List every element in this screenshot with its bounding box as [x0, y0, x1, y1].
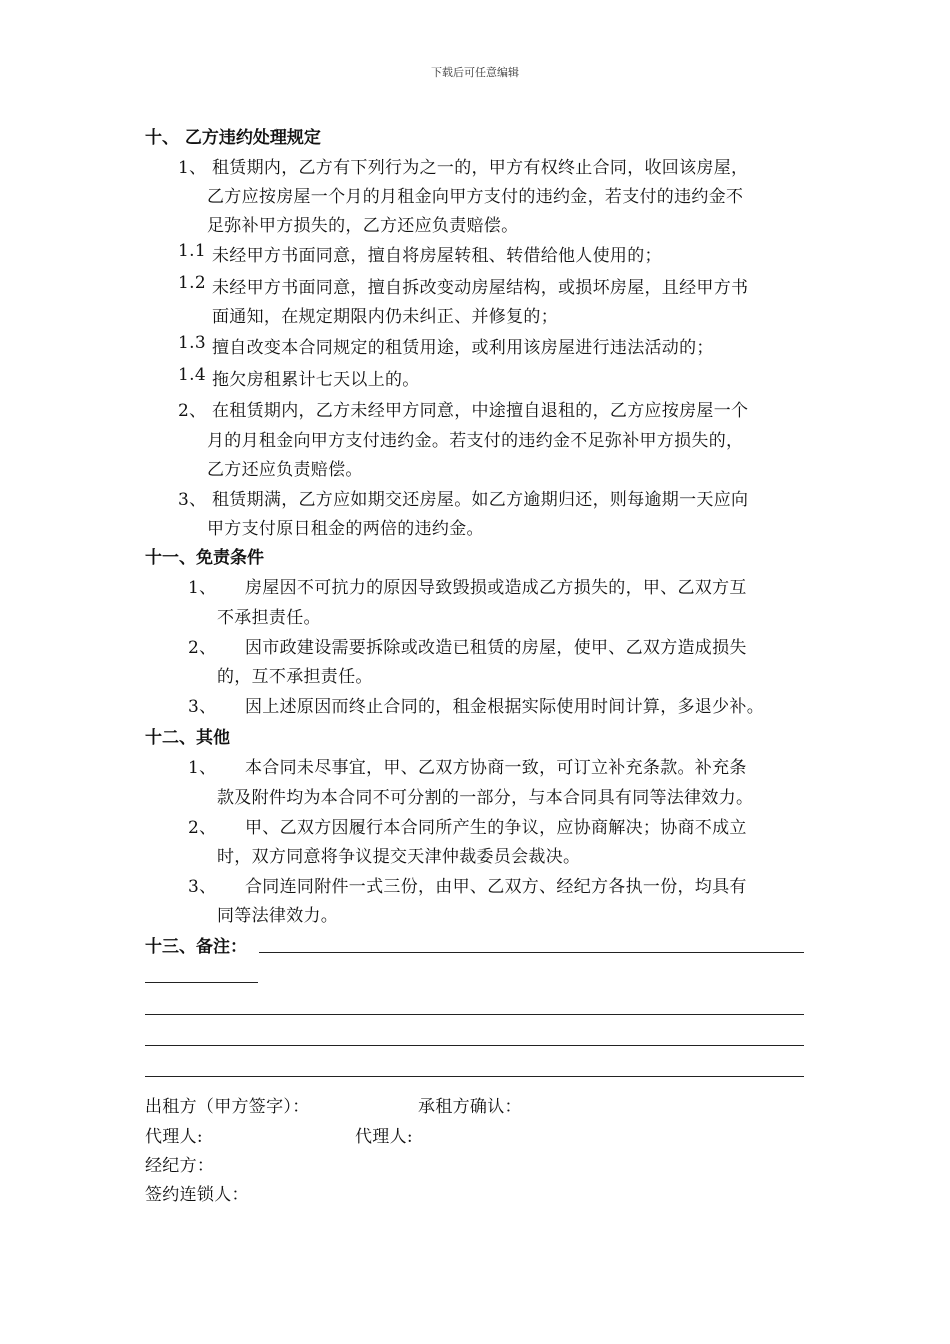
s10-item2-line3: 乙方还应负责赔偿。 [207, 460, 363, 480]
s10-item1-line2: 乙方应按房屋一个月的月租金向甲方支付的违约金，若支付的违约金不 [207, 187, 744, 207]
s10-item3-number: 3、 [178, 490, 207, 510]
remarks-underline-3 [145, 1014, 804, 1015]
s10-item3-line1: 租赁期满，乙方应如期交还房屋。如乙方逾期归还，则每逾期一天应向 [212, 490, 749, 510]
remarks-underline-1 [259, 952, 804, 953]
s11-item2-number: 2、 [188, 638, 217, 658]
section-13-title: 十三、备注： [145, 937, 247, 957]
remarks-underline-2 [145, 982, 258, 983]
s11-item3-line1: 因上述原因而终止合同的，租金根据实际使用时间计算，多退少补。 [245, 697, 764, 717]
s12-item1-number: 1、 [188, 758, 217, 778]
lessor-signature-label: 出租方（甲方签字）： [145, 1097, 310, 1117]
s10-sub12-line1: 未经甲方书面同意，擅自拆改变动房屋结构，或损坏房屋，且经甲方书 [212, 278, 749, 298]
section-11-title: 十一、免责条件 [145, 548, 264, 568]
s10-item1-line3: 足弥补甲方损失的，乙方还应负责赔偿。 [207, 216, 519, 236]
s11-item1-line2: 不承担责任。 [217, 608, 321, 628]
s10-item2-line2: 月的月租金向甲方支付违约金。若支付的违约金不足弥补甲方损失的， [207, 431, 744, 451]
s10-sub13-line1: 擅自改变本合同规定的租赁用途，或利用该房屋进行违法活动的； [212, 338, 714, 358]
s10-item2-line1: 在租赁期内，乙方未经甲方同意，中途擅自退租的，乙方应按房屋一个 [212, 401, 749, 421]
s12-item1-line1: 本合同未尽事宜，甲、乙双方协商一致，可订立补充条款。补充条 [245, 758, 747, 778]
s10-sub14-line1: 拖欠房租累计七天以上的。 [212, 370, 420, 390]
s10-sub11-number: 1.1 [178, 241, 206, 261]
page-header: 下载后可任意编辑 [431, 66, 519, 79]
s11-item1-number: 1、 [188, 578, 217, 598]
s11-item2-line2: 的，互不承担责任。 [217, 667, 373, 687]
s11-item1-line1: 房屋因不可抗力的原因导致毁损或造成乙方损失的，甲、乙双方互 [245, 578, 747, 598]
s10-item1-number: 1、 [178, 158, 207, 178]
remarks-underline-5 [145, 1076, 804, 1077]
agent-right-label: 代理人: [355, 1127, 413, 1147]
s10-item1-line1: 租赁期内，乙方有下列行为之一的，甲方有权终止合同，收回该房屋， [212, 158, 749, 178]
s10-sub12-line2: 面通知，在规定期限内仍未纠正、并修复的； [212, 307, 558, 327]
s10-item2-number: 2、 [178, 401, 207, 421]
s12-item3-line1: 合同连同附件一式三份，由甲、乙双方、经纪方各执一份，均具有 [245, 877, 747, 897]
s12-item1-line2: 款及附件均为本合同不可分割的一部分，与本合同具有同等法律效力。 [217, 788, 754, 808]
chain-signer-label: 签约连锁人： [145, 1185, 249, 1205]
remarks-underline-4 [145, 1045, 804, 1046]
s12-item2-line1: 甲、乙双方因履行本合同所产生的争议，应协商解决；协商不成立 [245, 818, 747, 838]
s11-item3-number: 3、 [188, 697, 217, 717]
s10-sub14-number: 1.4 [178, 365, 206, 385]
broker-label: 经纪方： [145, 1156, 215, 1176]
s10-sub12-number: 1.2 [178, 273, 206, 293]
agent-left-label: 代理人: [145, 1127, 203, 1147]
s10-item3-line2: 甲方支付原日租金的两倍的违约金。 [207, 519, 484, 539]
s12-item3-line2: 同等法律效力。 [217, 906, 339, 926]
section-12-title: 十二、其他 [145, 728, 230, 748]
s12-item3-number: 3、 [188, 877, 217, 897]
s12-item2-number: 2、 [188, 818, 217, 838]
s10-sub11-line1: 未经甲方书面同意，擅自将房屋转租、转借给他人使用的； [212, 246, 662, 266]
s11-item2-line1: 因市政建设需要拆除或改造已租赁的房屋，使甲、乙双方造成损失 [245, 638, 747, 658]
section-10-title: 十、 乙方违约处理规定 [145, 128, 321, 148]
lessee-confirm-label: 承租方确认： [418, 1097, 522, 1117]
s12-item2-line2: 时，双方同意将争议提交天津仲裁委员会裁决。 [217, 847, 581, 867]
s10-sub13-number: 1.3 [178, 333, 206, 353]
